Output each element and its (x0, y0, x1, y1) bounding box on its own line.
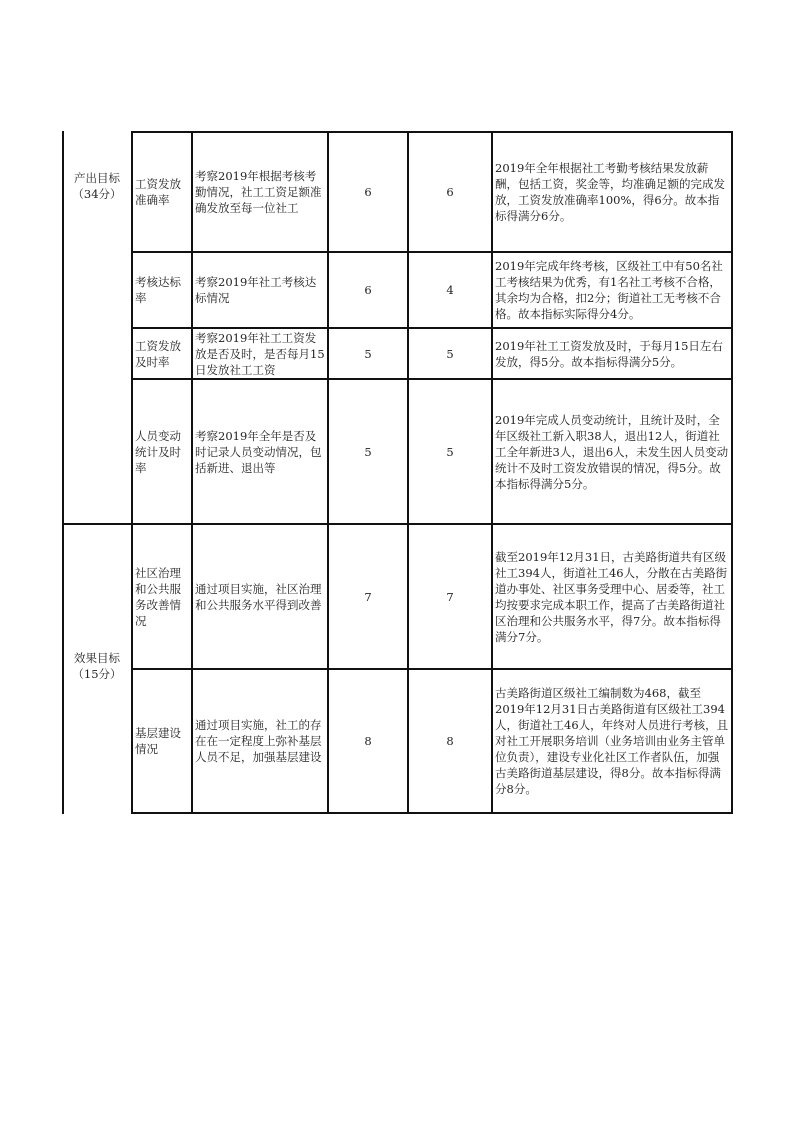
table-cell (133, 133, 191, 251)
table-cell (329, 133, 407, 251)
table-cell (133, 525, 191, 668)
indicator-score: 5 (446, 346, 454, 361)
table-border (731, 131, 733, 814)
table-cell (409, 525, 491, 668)
group-label: 效果目标 (74, 651, 120, 665)
table-cell (133, 253, 191, 327)
table-border (62, 523, 132, 525)
table-cell (193, 133, 327, 251)
indicator-name: 工资发放及时率 (135, 338, 181, 369)
indicator-name: 人员变动统计及时率 (135, 428, 181, 475)
indicator-score: 4 (446, 283, 454, 297)
table-cell (409, 380, 491, 523)
indicator-score: 6 (446, 185, 454, 199)
score-reason: 截至2019年12月31日，古美路街道共有区级社工394人，街道社工46人，分散在古美路街道办事处、社区事务受理中心、居委等，社工均按要求完成本职工作，提高了古美路街道社区治理和公共服务水平，得7分。故本指标得满分7分。 (495, 549, 728, 644)
table-cell (329, 525, 407, 668)
table-cell (493, 670, 731, 812)
table-cell (193, 329, 327, 378)
indicator-description: 通过项目实施，社工的存在在一定程度上弥补基层人员不足，加强基层建设 (195, 718, 322, 764)
table-cell (329, 380, 407, 523)
table-cell (133, 380, 191, 523)
table-cell (493, 380, 731, 523)
table-border (131, 812, 732, 814)
table-cell (493, 525, 731, 668)
score-reason: 古美路街道区级社工编制数为468，截至2019年12月31日古美路街道有区级社工394人，街道社工46人，年终对人员进行考核，且对社工开展职务培训（业务培训由业务主管单位负责），建设专业化社区工作者队伍，加强古美路街道基层建设，得8分。故本指标得满分8分。 (495, 686, 729, 796)
table-cell (193, 253, 327, 327)
indicator-weight: 5 (364, 444, 372, 459)
table-cell (409, 133, 491, 251)
table-cell (329, 253, 407, 327)
score-reason: 2019年完成年终考核，区级社工中有50名社工考核结果为优秀，有1名社工考核不合格，其余均为合格，扣2分；街道社工无考核不合格。故本指标实际得分4分。 (495, 259, 723, 321)
group-effect-targets (63, 650, 131, 682)
group-output-targets (63, 170, 131, 202)
indicator-weight: 6 (364, 185, 372, 199)
indicator-weight: 7 (364, 589, 372, 604)
indicator-name: 社区治理和公共服务改善情况 (135, 565, 181, 628)
indicator-name: 工资发放准确率 (135, 177, 181, 207)
indicator-score: 8 (446, 734, 454, 748)
table-cell (133, 329, 191, 378)
group-score: （34分） (72, 187, 122, 201)
indicator-description: 考察2019年社工考核达标情况 (195, 275, 317, 305)
indicator-weight: 8 (364, 734, 372, 748)
score-reason: 2019年完成人员变动统计，且统计及时，全年区级社工新入职38人，退出12人，街道社工全年新进3人，退出6人，未发生因人员变动统计不及时工资发放错误的情况，得5分。故本指标得满分5分。 (495, 412, 729, 491)
indicator-description: 考察2019年全年是否及时记录人员变动情况，包括新进、退出等 (195, 428, 322, 475)
indicator-weight: 6 (364, 283, 372, 297)
table-border (62, 131, 64, 814)
indicator-score: 7 (446, 589, 454, 604)
score-reason: 2019年社工工资发放及时，于每月15日左右发放，得5分。故本指标得满分5分。 (495, 338, 723, 369)
score-reason: 2019年全年根据社工考勤考核结果发放薪酬，包括工资，奖金等，均准确足额的完成发放，工资发放准确率100%，得6分。故本指标得满分6分。 (495, 161, 725, 223)
indicator-description: 通过项目实施，社区治理和公共服务水平得到改善 (195, 581, 322, 612)
table-cell (493, 253, 731, 327)
table-cell (409, 253, 491, 327)
table-cell (133, 670, 191, 812)
table-cell (193, 670, 327, 812)
table-cell (493, 133, 731, 251)
indicator-weight: 5 (364, 346, 372, 361)
table-cell (493, 329, 731, 378)
table-cell (329, 329, 407, 378)
table-cell (193, 380, 327, 523)
group-label: 产出目标 (74, 171, 120, 185)
table-cell (409, 670, 491, 812)
group-score: （15分） (72, 667, 122, 681)
indicator-name: 基层建设情况 (135, 726, 181, 756)
indicator-description: 考察2019年根据考核考勤情况，社工工资足额准确发放至每一位社工 (195, 169, 322, 215)
table-cell (193, 525, 327, 668)
table-cell (409, 329, 491, 378)
indicator-description: 考察2019年社工工资发放是否及时，是否每月15日发放社工工资 (195, 330, 325, 377)
indicator-name: 考核达标率 (135, 275, 181, 305)
table-cell (329, 670, 407, 812)
indicator-score: 5 (446, 444, 454, 459)
